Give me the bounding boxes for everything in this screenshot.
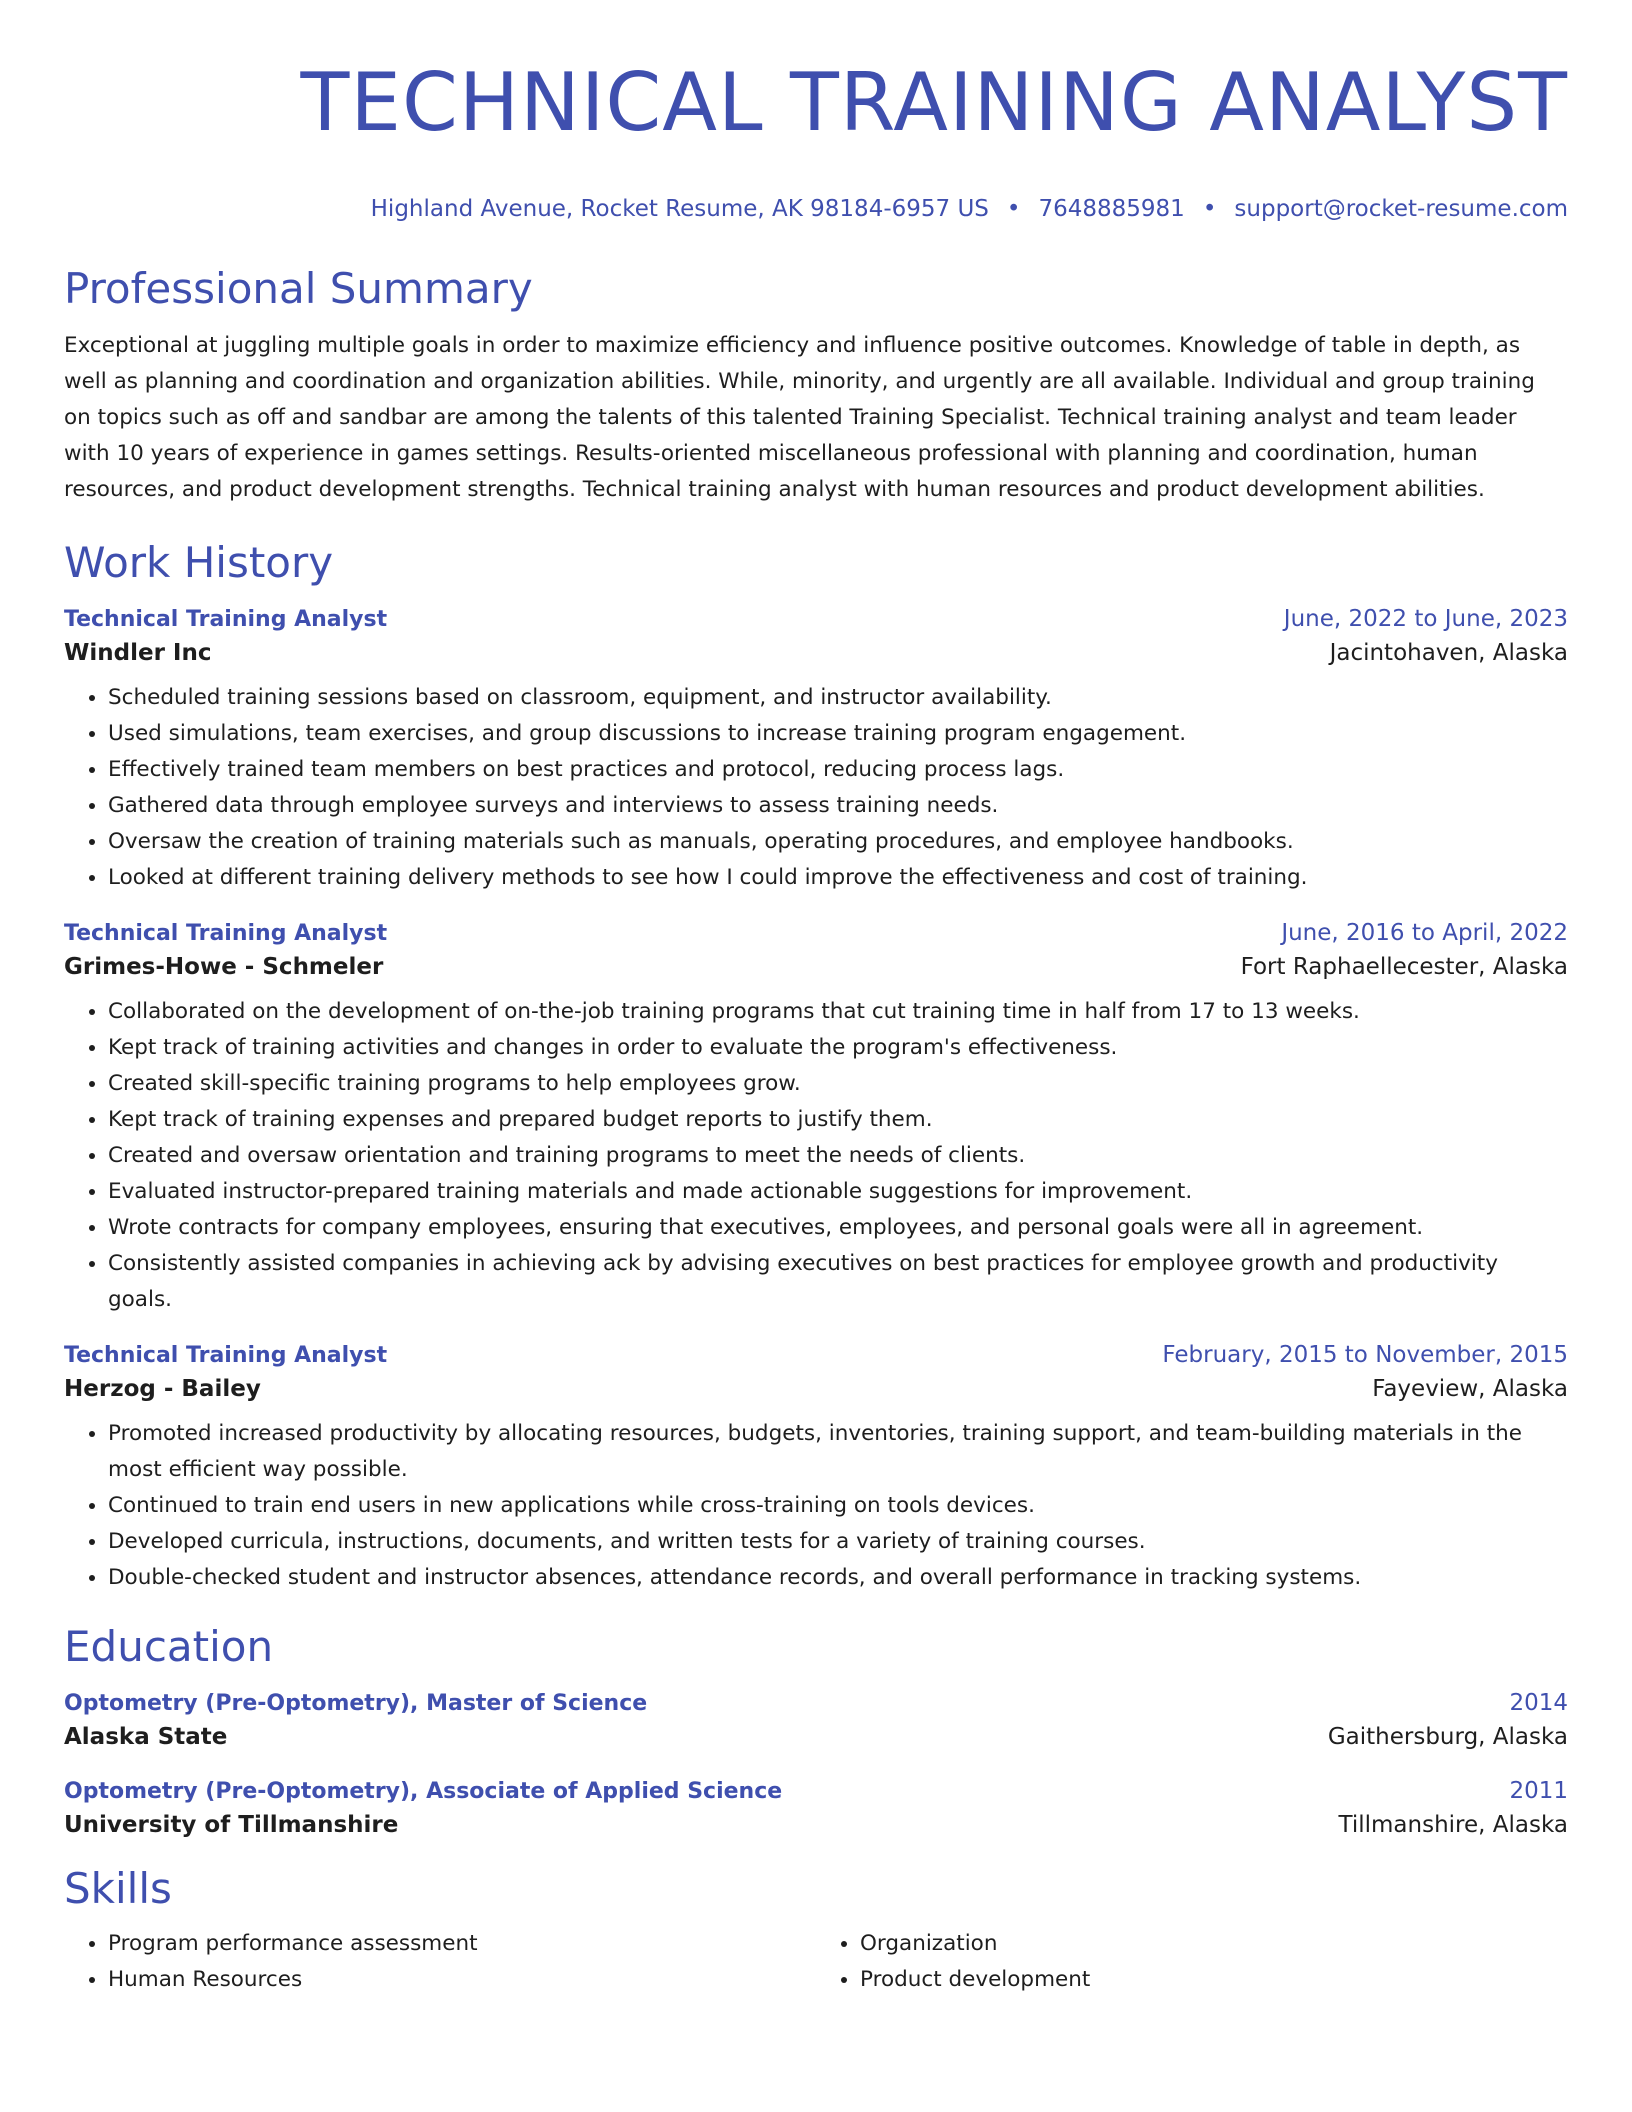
job-bullets — [64, 994, 1568, 1318]
list-item: • Oversaw the creation of training materials such as manuals, operating procedures, and employee handbooks. — [108, 824, 1568, 860]
summary-heading: Professional Summary — [64, 264, 533, 313]
job-title: Technical Training Analyst — [64, 1343, 388, 1368]
education-heading: Education — [64, 1622, 274, 1671]
education-year: 2011 — [1509, 1778, 1568, 1804]
list-item: • Used simulations, team exercises, and group discussions to increase training program engagement. — [108, 716, 1568, 752]
resume-header — [64, 0, 1568, 224]
education-entry — [64, 1778, 1568, 1838]
skill-item: • Organization — [860, 1926, 1568, 1962]
education-entry — [64, 1690, 1568, 1750]
contact-phone: 7648885981 — [1038, 196, 1185, 222]
school-name: Alaska State — [64, 1724, 228, 1750]
list-item: • Gathered data through employee surveys and interviews to assess training needs. — [108, 788, 1568, 824]
job-company: Windler Inc — [64, 640, 212, 666]
job-entry — [64, 1342, 1568, 1596]
job-location: Fayeview, Alaska — [1372, 1376, 1568, 1402]
skills-column-left — [64, 1926, 816, 1998]
list-item: • Scheduled training sessions based on classroom, equipment, and instructor availability. — [108, 680, 1568, 716]
school-location: Gaithersburg, Alaska — [1327, 1724, 1568, 1750]
list-item: • Looked at different training delivery methods to see how I could improve the effectiveness and cost of training. — [108, 860, 1568, 896]
summary-text: Exceptional at juggling multiple goals in order to maximize efficiency and influence positive outcomes. Knowledge of table in depth, as well as planning and coordination and organization abilities. While, minority, and urgently are all available. Individual and group training on topics such as off and sandbar are among the talents of this talented Training Specialist. Technical training analyst and team leader with 10 years of experience in games settings. Results-oriented miscellaneous professional with planning and coordination, human resources, and product development strengths. Technical training analyst with human resources and product development abilities. — [64, 333, 1535, 502]
work-history-heading: Work History — [64, 538, 334, 587]
contact-address: Highland Avenue, Rocket Resume, AK 98184-6957 US — [370, 196, 989, 222]
list-item: • Effectively trained team members on best practices and protocol, reducing process lags. — [108, 752, 1568, 788]
skill-item: • Program performance assessment — [108, 1926, 816, 1962]
job-entry — [64, 920, 1568, 1318]
contact-separator: • — [1202, 196, 1217, 222]
skills-column-right — [816, 1926, 1568, 1998]
list-item: • Collaborated on the development of on-the-job training programs that cut training time in half from 17 to 13 weeks. — [108, 994, 1568, 1030]
school-name: University of Tillmanshire — [64, 1812, 399, 1838]
list-item: • Promoted increased productivity by allocating resources, budgets, inventories, training support, and team-building materials in the most efficient way possible. — [108, 1416, 1568, 1488]
skill-item: • Human Resources — [108, 1962, 816, 1998]
list-item: • Evaluated instructor-prepared training materials and made actionable suggestions for improvement. — [108, 1174, 1568, 1210]
list-item: • Kept track of training expenses and prepared budget reports to justify them. — [108, 1102, 1568, 1138]
list-item: • Continued to train end users in new applications while cross-training on tools devices. — [108, 1488, 1568, 1524]
education-year: 2014 — [1509, 1690, 1568, 1716]
job-dates: June, 2016 to April, 2022 — [1281, 920, 1568, 946]
job-bullets — [64, 1416, 1568, 1596]
job-company: Herzog - Bailey — [64, 1376, 261, 1402]
resume-name: TECHNICAL TRAINING ANALYST — [300, 56, 1568, 149]
list-item: • Kept track of training activities and changes in order to evaluate the program's effectiveness. — [108, 1030, 1568, 1066]
degree-title: Optometry (Pre-Optometry), Master of Science — [64, 1691, 648, 1716]
job-title: Technical Training Analyst — [64, 921, 388, 946]
skills-heading: Skills — [64, 1864, 172, 1913]
job-entry — [64, 606, 1568, 896]
school-location: Tillmanshire, Alaska — [1338, 1812, 1568, 1838]
skills-list — [64, 1926, 1568, 1998]
job-location: Fort Raphaellecester, Alaska — [1240, 954, 1568, 980]
job-dates: February, 2015 to November, 2015 — [1162, 1342, 1568, 1368]
list-item: • Created and oversaw orientation and training programs to meet the needs of clients. — [108, 1138, 1568, 1174]
list-item: • Created skill-specific training programs to help employees grow. — [108, 1066, 1568, 1102]
degree-title: Optometry (Pre-Optometry), Associate of Applied Science — [64, 1779, 783, 1804]
contact-email[interactable]: support@rocket-resume.com — [1234, 196, 1568, 222]
job-company: Grimes-Howe - Schmeler — [64, 954, 384, 980]
job-title: Technical Training Analyst — [64, 607, 388, 632]
contact-line — [64, 194, 1568, 224]
skill-item: • Product development — [860, 1962, 1568, 1998]
job-dates: June, 2022 to June, 2023 — [1283, 606, 1568, 632]
list-item: • Consistently assisted companies in achieving ack by advising executives on best practices for employee growth and productivity goals. — [108, 1246, 1568, 1318]
list-item: • Double-checked student and instructor absences, attendance records, and overall performance in tracking systems. — [108, 1560, 1568, 1596]
job-location: Jacintohaven, Alaska — [1329, 640, 1568, 666]
list-item: • Wrote contracts for company employees, ensuring that executives, employees, and personal goals were all in agreement. — [108, 1210, 1568, 1246]
contact-separator: • — [1006, 196, 1021, 222]
job-bullets — [64, 680, 1568, 896]
list-item: • Developed curricula, instructions, documents, and written tests for a variety of training courses. — [108, 1524, 1568, 1560]
